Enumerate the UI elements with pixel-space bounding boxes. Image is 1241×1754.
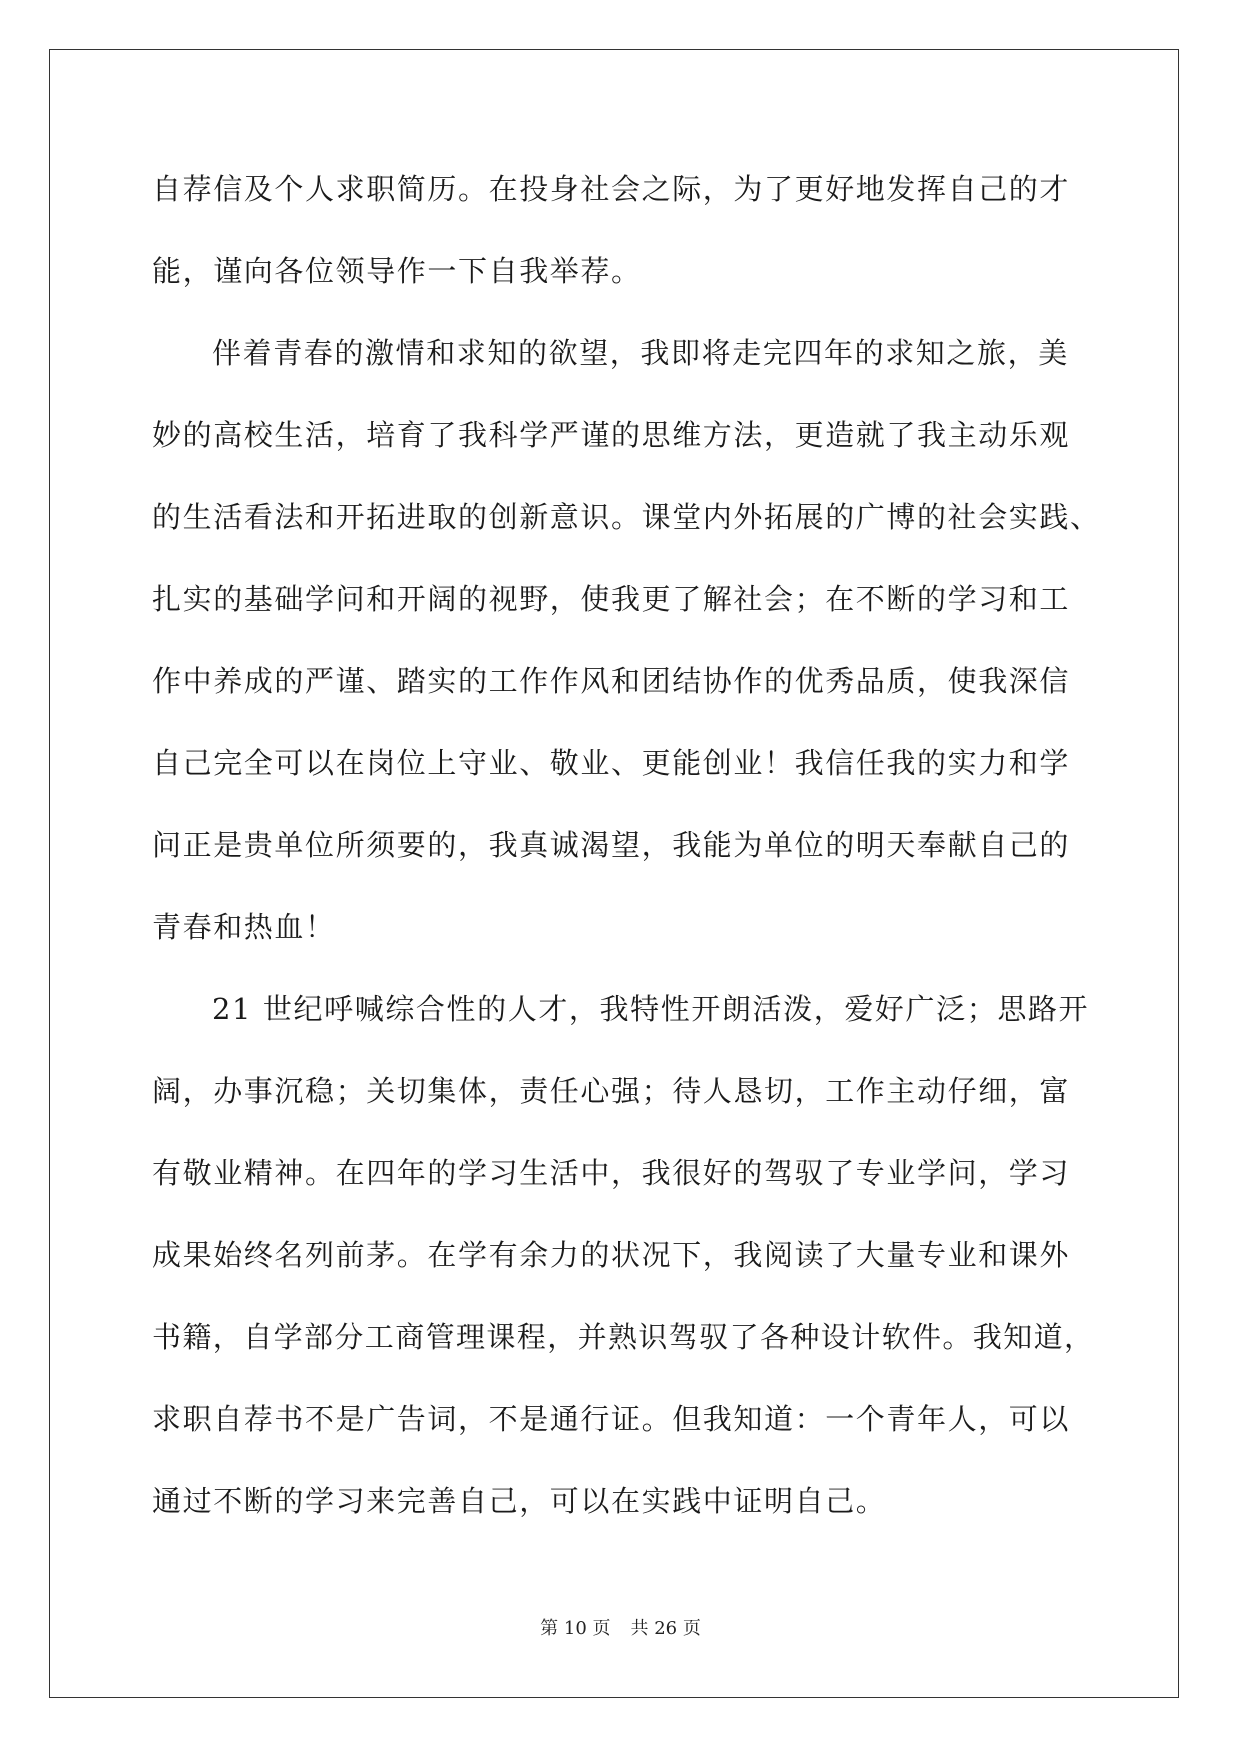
- text-line: 阔，办事沉稳；关切集体，责任心强；待人恳切，工作主动仔细，富: [152, 1074, 1071, 1108]
- page-number-current: 第 10 页: [540, 1618, 611, 1639]
- text-line: 自己完全可以在岗位上守业、敬业、更能创业！我信任我的实力和学: [152, 746, 1071, 780]
- text-line: 自荐信及个人求职简历。在投身社会之际，为了更好地发挥自己的才: [152, 172, 1071, 206]
- text-line: 求职自荐书不是广告词，不是通行证。但我知道：一个青年人，可以: [152, 1402, 1071, 1436]
- text-line: 作中养成的严谨、踏实的工作作风和团结协作的优秀品质，使我深信: [152, 664, 1071, 698]
- text-line: 书籍，自学部分工商管理课程，并熟识驾驭了各种设计软件。我知道，: [152, 1320, 1095, 1354]
- paragraph-start-line: 21 世纪呼喊综合性的人才，我特性开朗活泼，爱好广泛；思路开: [212, 992, 1090, 1026]
- document-body: [152, 158, 1101, 1552]
- page-number-total: 共 26 页: [630, 1618, 701, 1639]
- paragraph-start-line: 伴着青春的激情和求知的欲望，我即将走完四年的求知之旅，美: [212, 336, 1069, 370]
- text-line: 的生活看法和开拓进取的创新意识。课堂内外拓展的广博的社会实践、: [152, 500, 1101, 534]
- text-line: 青春和热血！: [152, 910, 336, 944]
- text-line: 有敬业精神。在四年的学习生活中，我很好的驾驭了专业学问，学习: [152, 1156, 1071, 1190]
- text-line: 妙的高校生活，培育了我科学严谨的思维方法，更造就了我主动乐观: [152, 418, 1071, 452]
- page-footer: [0, 1614, 1241, 1640]
- text-line: 通过不断的学习来完善自己，可以在实践中证明自己。: [152, 1484, 887, 1518]
- text-line: 问正是贵单位所须要的，我真诚渴望，我能为单位的明天奉献自己的: [152, 828, 1071, 862]
- text-line: 扎实的基础学问和开阔的视野，使我更了解社会；在不断的学习和工: [152, 582, 1071, 616]
- text-line: 成果始终名列前茅。在学有余力的状况下，我阅读了大量专业和课外: [152, 1238, 1071, 1272]
- text-line: 能，谨向各位领导作一下自我举荐。: [152, 254, 642, 288]
